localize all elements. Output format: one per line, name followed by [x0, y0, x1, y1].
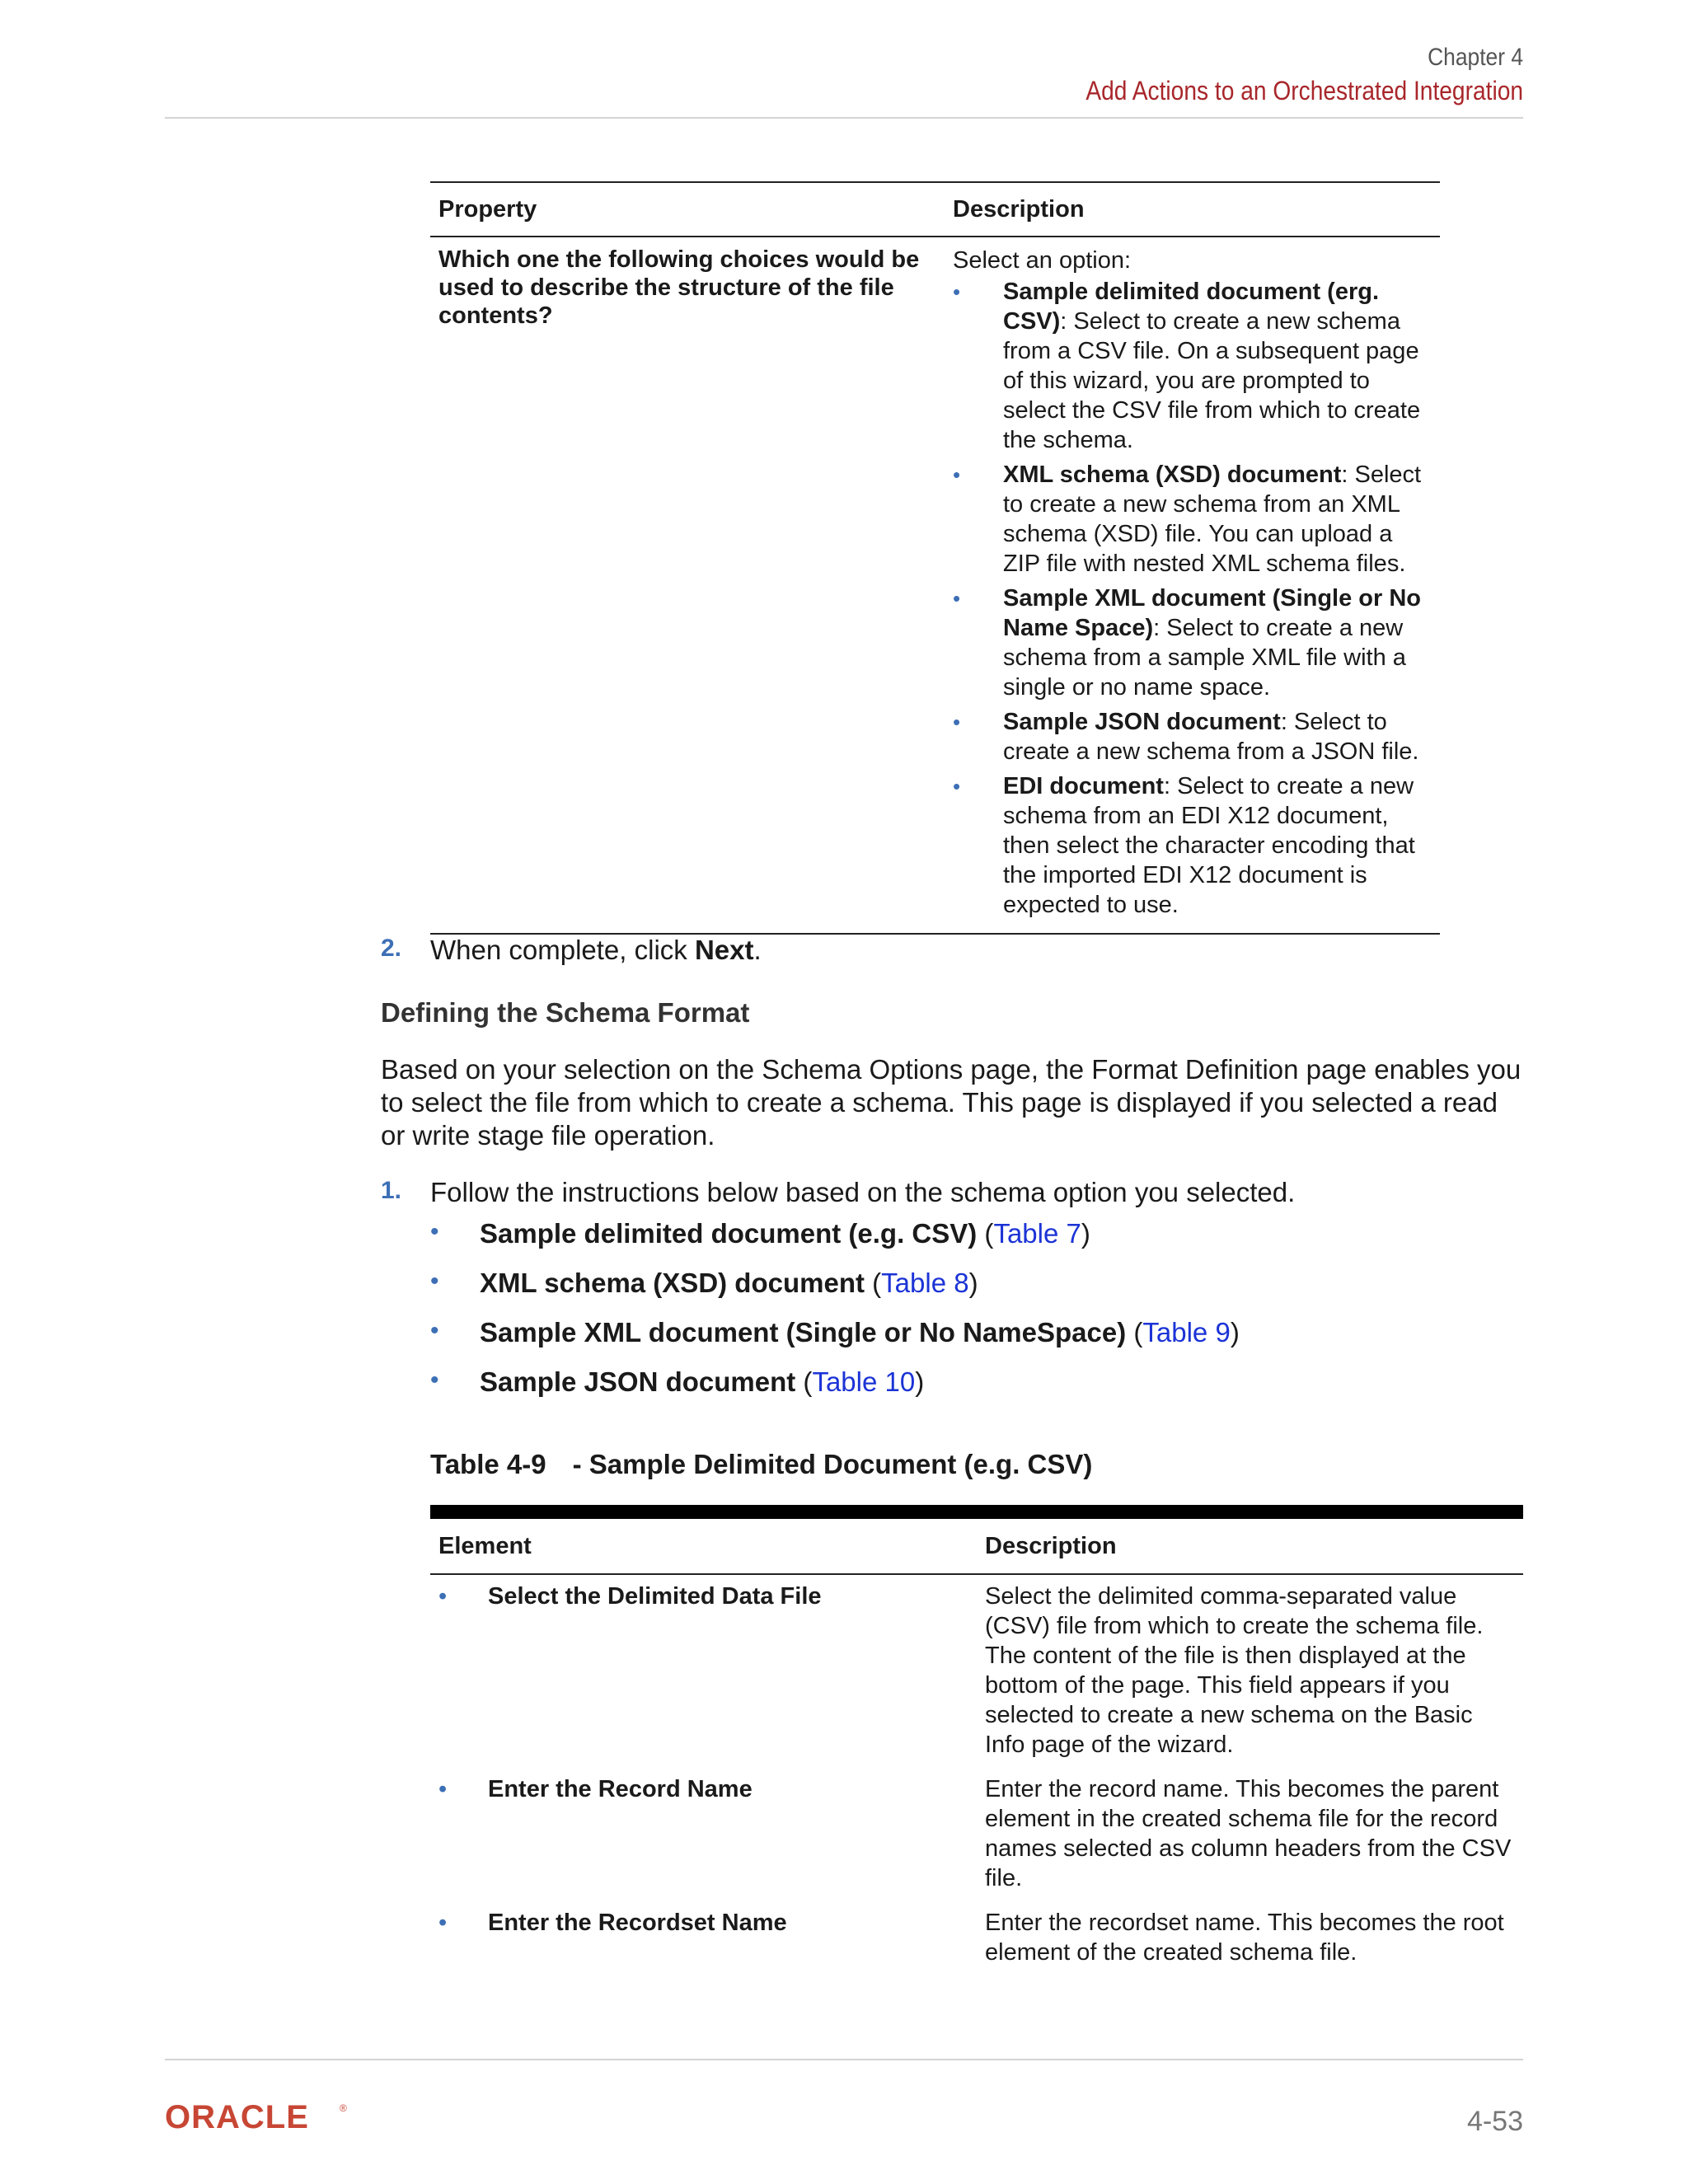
list-item — [953, 771, 1440, 920]
option-text: : Select to create a new schema from a JSON file. — [1003, 709, 1419, 765]
bullet-icon: • — [438, 1776, 448, 1802]
section-heading: Defining the Schema Format — [381, 997, 750, 1028]
table-link[interactable]: Table 7 — [993, 1218, 1081, 1249]
list-item — [953, 277, 1440, 455]
step-text: Follow the instructions below based on the schema option you selected. — [430, 1177, 1296, 1207]
bullet-icon: • — [953, 710, 961, 734]
description-cell: Select the delimited comma-separated value (CSV) file from which to create the schema file. The content of the file is then displayed at the bottom of the page. This field appears if you selected to create a new schema on the Basic Info page of the wizard. — [985, 1583, 1484, 1758]
description-cell: Enter the recordset name. This becomes the root element of the created schema file. — [985, 1910, 1504, 1966]
table-row — [430, 237, 1440, 935]
chapter-title: Add Actions to an Orchestrated Integration — [1085, 76, 1523, 105]
step-punct: . — [753, 935, 762, 965]
logo-text: ORACLE — [165, 2100, 309, 2133]
bullet-icon: • — [953, 279, 961, 304]
caption-text: - Sample Delimited Document (e.g. CSV) — [572, 1449, 1093, 1479]
next-label: Next — [694, 935, 754, 965]
bullet-icon: • — [953, 774, 961, 799]
list-item — [953, 583, 1440, 702]
element-table — [430, 1519, 1523, 1967]
bullet-icon: • — [438, 1910, 448, 1936]
option-name: Sample JSON document — [480, 1366, 796, 1397]
section-paragraph: Based on your selection on the Schema Options page, the Format Definition page enables you to select the file from which to create a schema. This page is displayed if you selected a read or write stage file operation. — [381, 1054, 1522, 1151]
chapter-label: Chapter 4 — [1428, 44, 1523, 71]
table-header — [430, 181, 1440, 237]
property-table — [430, 181, 1440, 935]
step-number: 1. — [381, 1177, 402, 1204]
step-1 — [381, 1177, 1295, 1208]
bullet-icon: • — [430, 1366, 439, 1394]
list-item: • Sample XML document (Single or No NameSpace) (Table 9) — [430, 1317, 1240, 1366]
option-name: Sample XML document (Single or No Name Space) — [1003, 585, 1422, 641]
option-name: Sample delimited document (erg. CSV) — [1003, 279, 1380, 335]
column-header-element: Element — [438, 1532, 532, 1559]
schema-option-list — [430, 1218, 1240, 1416]
table-row — [430, 1901, 1523, 1967]
step-2 — [381, 935, 762, 966]
page-header — [1026, 41, 1523, 107]
column-header-description: Description — [985, 1532, 1117, 1559]
table-caption — [430, 1449, 1092, 1480]
column-header-description: Description — [953, 195, 1085, 223]
element-cell: Enter the Record Name — [488, 1776, 753, 1802]
column-header-property: Property — [438, 195, 537, 223]
option-name: EDI document — [1003, 773, 1164, 799]
option-name: Sample JSON document — [1003, 709, 1281, 735]
list-item — [953, 707, 1440, 766]
table-header — [430, 1519, 1523, 1575]
page-number: 4-53 — [1466, 2106, 1523, 2137]
bullet-icon: • — [438, 1583, 448, 1610]
description-cell — [935, 246, 1440, 925]
option-name: XML schema (XSD) document — [480, 1268, 865, 1298]
header-divider — [165, 117, 1523, 119]
option-name: Sample XML document (Single or No NameSpace) — [480, 1317, 1127, 1347]
footer-divider — [165, 2059, 1523, 2060]
table-link[interactable]: Table 9 — [1142, 1317, 1231, 1347]
option-name: XML schema (XSD) document — [1003, 462, 1342, 488]
list-item — [953, 460, 1440, 579]
option-name: Sample delimited document (e.g. CSV) — [480, 1218, 978, 1249]
oracle-logo — [165, 2100, 354, 2137]
element-cell: Enter the Recordset Name — [488, 1910, 787, 1936]
table-row — [430, 1768, 1523, 1901]
table-link[interactable]: Table 8 — [881, 1268, 969, 1298]
option-text: : Select to create a new schema from a CSV file. On a subsequent page of this wizard, you are prompted to select the CSV file from which to create the schema. — [1003, 308, 1421, 453]
step-text: When complete, click — [430, 935, 695, 965]
list-item: • Sample JSON document (Table 10) — [430, 1366, 1240, 1416]
caption-number: Table 4-9 — [430, 1449, 546, 1479]
option-text: : Select to create a new schema from a sample XML file with a single or no name space. — [1003, 615, 1406, 701]
step-number: 2. — [381, 935, 402, 962]
table-top-rule — [430, 1505, 1523, 1519]
list-item: • Sample delimited document (e.g. CSV) (Table 7) — [430, 1218, 1240, 1268]
option-text: : Select to create a new schema from an XML schema (XSD) file. You can upload a ZIP file with nested XML schema files. — [1003, 462, 1422, 577]
description-cell: Enter the record name. This becomes the parent element in the created schema file for the record names selected as column headers from the CSV file. — [985, 1776, 1512, 1891]
property-cell: Which one the following choices would be used to describe the structure of the file contents? — [438, 246, 920, 329]
element-cell: Select the Delimited Data File — [488, 1583, 822, 1610]
bullet-icon: • — [430, 1218, 439, 1245]
bullet-icon: • — [430, 1317, 439, 1344]
list-item: • XML schema (XSD) document (Table 8) — [430, 1268, 1240, 1317]
select-intro: Select an option: — [953, 247, 1132, 274]
bullet-icon: • — [430, 1268, 439, 1295]
table-row — [430, 1575, 1523, 1768]
svg-text:®: ® — [340, 2102, 347, 2114]
bullet-icon: • — [953, 462, 961, 487]
option-text: : Select to create a new schema from an EDI X12 document, then select the character encoding that the imported EDI X12 document is expected to use. — [1003, 773, 1415, 918]
table-link[interactable]: Table 10 — [812, 1366, 916, 1397]
bullet-icon: • — [953, 586, 961, 611]
